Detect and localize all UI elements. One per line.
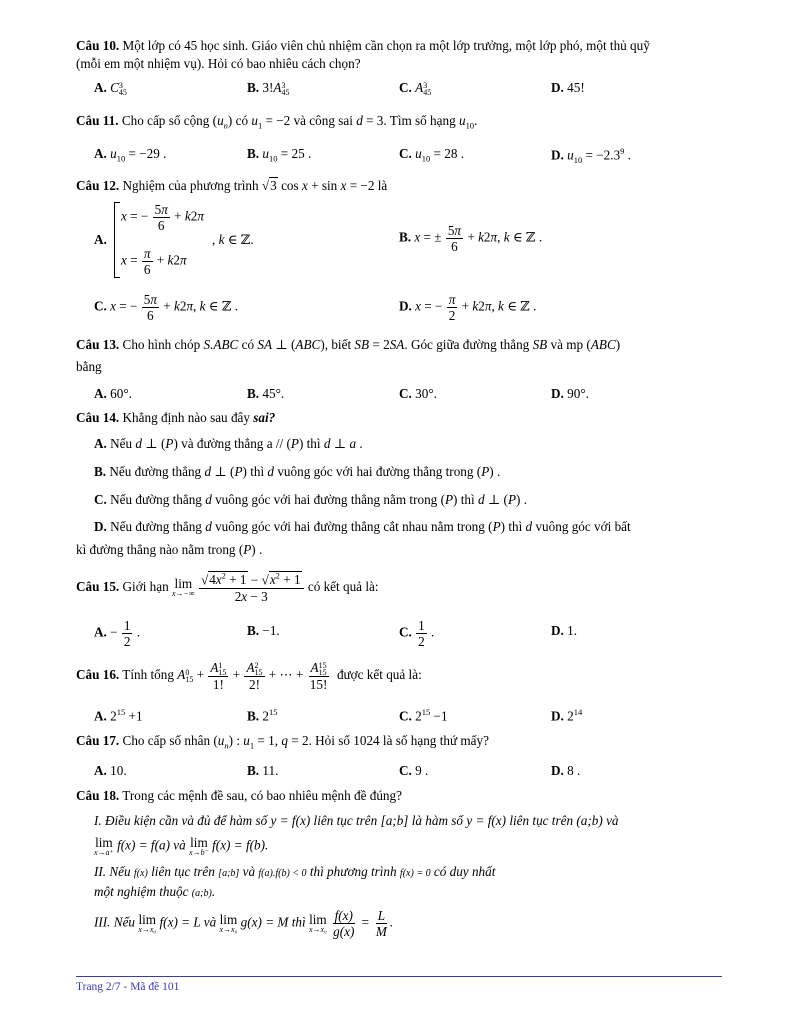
option-c: C. x = − $\frac{5\pi}{6}$ + k2π, k ∈ ℤ . <box>94 292 239 324</box>
statement-2: II. Nếu f(x) liên tục trên [a;b] và f(a).f(b) < 0 thì phương trình f(x) = 0 có duy nhất <box>94 864 496 879</box>
option-a: A. 10. <box>94 763 127 778</box>
option-b: B. $u_{10} = 25$ . <box>247 146 312 164</box>
statement-2-line2: một nghiệm thuộc (a;b). <box>94 884 216 899</box>
option-c: C. 30°. <box>399 386 437 401</box>
option-d: D. $u_{10} = -2.3^9$ . <box>551 146 632 166</box>
question-11: Câu 11. Cho cấp số cộng $(u_n)$ có $u_1 = -2$ và công sai d = 3. Tìm số hạng $u_{10}$. <box>76 113 478 131</box>
option-d: D. 1. <box>551 623 578 638</box>
option-b: B. 11. <box>247 763 279 778</box>
option-b: B. 3!A 3 45 <box>247 80 290 97</box>
option-d: D. 90°. <box>551 386 589 401</box>
option-c: C. $2^{15} -1$ <box>399 707 448 724</box>
question-17: Câu 17. Cho cấp số nhân $(u_n)$ : $u_1 = 1$, q = 2. Hỏi số 1024 là số hạng thứ mấy? <box>76 733 489 751</box>
option-b: B. −1. <box>247 623 280 638</box>
option-a-line2: x = $\frac{\pi}{6}$ + k2π <box>121 246 187 278</box>
option-c: C. Nếu đường thẳng d vuông góc với hai đường thẳng nằm trong (P) thì d ⊥ (P) . <box>94 492 527 507</box>
option-b: B. 45°. <box>247 386 285 401</box>
statement-1-line2: lim x→a⁺ f(x) = f(a) và lim x→b⁻ f(x) = f(b). <box>94 835 269 858</box>
option-a-label: A. <box>94 232 107 247</box>
question-text: Một lớp có 45 học sinh. Giáo viên chủ nhiệm cần chọn ra một lớp trưởng, một lớp phó, một thủ quỹ <box>122 38 650 53</box>
footer-divider <box>76 976 722 977</box>
option-c: C. A 3 45 <box>399 80 432 97</box>
option-a: A. $2^{15} +1$ <box>94 707 143 724</box>
question-13: Câu 13. Cho hình chóp S.ABC có SA ⊥ (ABC), biết SB = 2SA. Góc giữa đường thẳng SB và mp (ABC) <box>76 337 621 352</box>
option-c: C. $u_{10} = 28$ . <box>399 146 465 164</box>
option-a: A. Nếu d ⊥ (P) và đường thẳng a // (P) thì d ⊥ a . <box>94 436 363 451</box>
option-d-line2: kì đường thẳng nào nằm trong (P) . <box>76 542 263 557</box>
bracket <box>114 202 120 278</box>
option-a: A. − $\frac{1}{2}$ . <box>94 618 141 650</box>
option-a: A. 60°. <box>94 386 132 401</box>
statement-3: III. Nếu lim x→x₀ f(x) = L và lim x→x₀ g(x) = M thì lim x→x₀ $\frac{f(x)}{g(x)}$ = $\frac{L}{M}$ . <box>94 908 394 940</box>
option-a: A. $u_{10} = -29$ . <box>94 146 167 164</box>
question-18: Câu 18. Trong các mệnh đề sau, có bao nhiêu mệnh đề đúng? <box>76 788 402 803</box>
option-b: B. Nếu đường thẳng d ⊥ (P) thì d vuông góc với hai đường thẳng trong (P) . <box>94 464 501 479</box>
option-b: B. x = ± $\frac{5\pi}{6}$ + k2π, k ∈ ℤ . <box>399 223 543 255</box>
question-15: Câu 15. Giới hạn lim x→−∞ $\frac{√4x^2 + 1 - √x^2 + 1}{2x - 3}$ có kết quả là: <box>76 571 379 604</box>
question-text-line2: (mỗi em một nhiệm vụ). Hỏi có bao nhiêu cách chọn? <box>76 56 361 71</box>
option-b: B. $2^{15}$ <box>247 707 278 724</box>
option-c: C. $\frac{1}{2}$ . <box>399 618 435 650</box>
option-a-line1: x = − $\frac{5\pi}{6}$ + k2π <box>121 202 204 234</box>
option-a-domain: , k ∈ ℤ. <box>212 232 254 247</box>
option-d: D. Nếu đường thẳng d vuông góc với hai đường thẳng cắt nhau nằm trong (P) thì d vuông góc với bất <box>94 519 631 534</box>
option-d: D. $2^{14}$ <box>551 707 583 724</box>
option-d: D. 8 . <box>551 763 581 778</box>
question-text-line2: bằng <box>76 359 102 374</box>
question-label: Câu 10. <box>76 38 120 53</box>
question-10 <box>76 38 650 54</box>
question-14: Câu 14. Khẳng định nào sau đây sai? <box>76 410 276 425</box>
option-d: D. 45! <box>551 80 585 95</box>
question-16: Câu 16. Tính tổng A 0 15 + A 1 15 1! + A 2 15 2! + ⋯ + A 15 15 15! được kết quả là: <box>76 660 422 693</box>
question-12: Câu 12. Nghiệm của phương trình √3 cos x + sin x = −2 là <box>76 178 388 193</box>
option-d: D. x = − $\frac{\pi}{2}$ + k2π, k ∈ ℤ . <box>399 292 537 324</box>
statement-1: I. Điều kiện cần và đủ để hàm số y = f(x) liên tục trên [a;b] là hàm số y = f(x) liên tục trên (a;b) và <box>94 813 619 828</box>
page-footer: Trang 2/7 - Mã đề 101 <box>76 981 180 993</box>
option-a: A. C 3 45 <box>94 80 127 97</box>
option-c: C. 9 . <box>399 763 429 778</box>
